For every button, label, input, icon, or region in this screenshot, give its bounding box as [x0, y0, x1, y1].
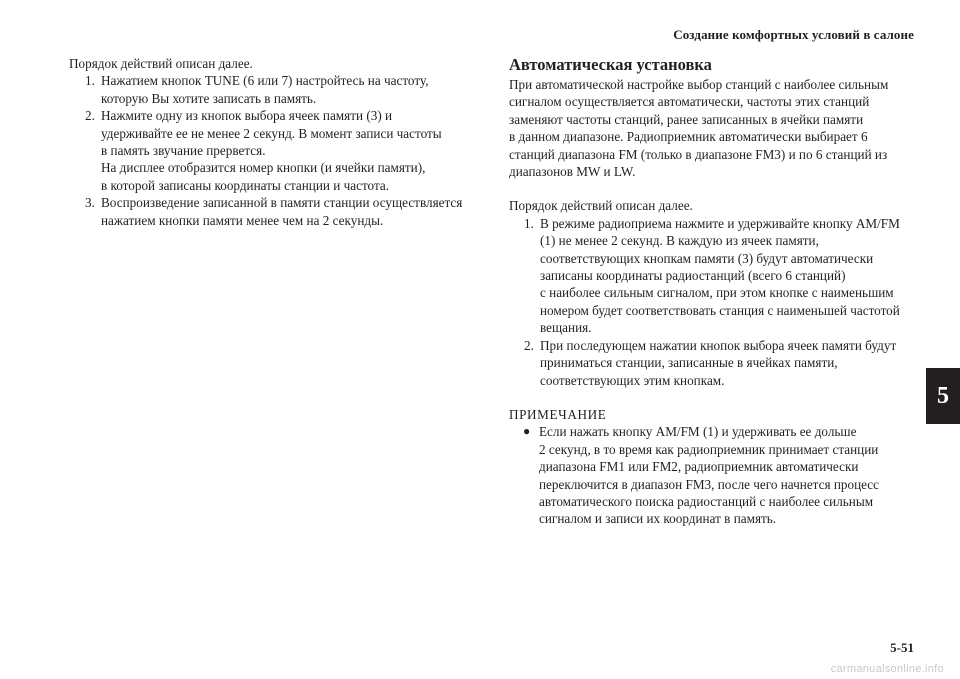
- note-line: Если нажать кнопку AM/FM (1) и удерживать ее дольше: [539, 424, 857, 440]
- left-column: [69, 55, 484, 229]
- step-1: [69, 72, 484, 107]
- step-2: [509, 337, 924, 389]
- paragraph-line: диапазонов MW и LW.: [509, 164, 636, 180]
- note-line: автоматического поиска радиостанций с наиболее сильным: [539, 493, 874, 509]
- step-number: 3.: [85, 195, 95, 211]
- procedure-intro: Порядок действий описан далее.: [509, 198, 693, 214]
- right-column: [509, 55, 924, 528]
- step-line: соответствующих кнопкам памяти (3) будут автоматически: [540, 250, 874, 266]
- spacer: [509, 180, 924, 197]
- step-line: в память звучание прервется.: [101, 143, 266, 159]
- paragraph-line: в данном диапазоне. Радиоприемник автоматически выбирает 6: [509, 129, 868, 145]
- note-line: сигналом и записи их координат в память.: [539, 511, 777, 527]
- step-line: вещания.: [540, 320, 592, 336]
- step-3: [69, 194, 484, 229]
- watermark: carmanualsonline.info: [830, 663, 944, 675]
- step-number: 2.: [524, 337, 534, 353]
- step-number: 1.: [85, 73, 95, 89]
- step-line: нажатием кнопки памяти менее чем на 2 секунды.: [101, 212, 384, 228]
- running-header: Создание комфортных условий в салоне: [673, 27, 914, 42]
- spacer: [509, 389, 924, 406]
- step-2: [69, 107, 484, 194]
- note-item: [509, 423, 924, 527]
- step-1: [509, 215, 924, 337]
- step-line: (1) не менее 2 секунд. В каждую из ячеек памяти,: [540, 233, 819, 249]
- section-paragraph: [509, 76, 924, 180]
- paragraph-line: сигналом осуществляется автоматически, частоты этих станций: [509, 94, 870, 110]
- note-heading: ПРИМЕЧАНИЕ: [509, 406, 607, 422]
- paragraph-line: заменяют частоты станций, ранее записанных в ячейки памяти: [509, 111, 864, 127]
- step-line: в которой записаны координаты станции и частота.: [101, 177, 390, 193]
- step-line: Нажатием кнопок TUNE (6 или 7) настройтесь на частоту,: [101, 73, 429, 89]
- step-line: При последующем нажатии кнопок выбора ячеек памяти будут: [540, 337, 897, 353]
- step-line: соответствующих этим кнопкам.: [540, 372, 725, 388]
- step-line: В режиме радиоприема нажмите и удерживайте кнопку AM/FM: [540, 215, 900, 231]
- bullet-icon: ●: [523, 424, 531, 439]
- step-line: записаны координаты радиостанций (всего 6 станций): [540, 268, 846, 284]
- page-number: 5-51: [890, 640, 914, 655]
- step-line: номером будет соответствовать станция с наименьшей частотой: [540, 302, 900, 318]
- step-line: которую Вы хотите записать в память.: [101, 90, 317, 106]
- step-line: с наиболее сильным сигналом, при этом кнопке с наименьшим: [540, 285, 894, 301]
- procedure-steps: [69, 72, 484, 229]
- chapter-number: 5: [937, 382, 949, 409]
- procedure-intro: Порядок действий описан далее.: [69, 56, 253, 71]
- step-number: 2.: [85, 108, 95, 124]
- chapter-tab: [926, 368, 960, 424]
- section-title: Автоматическая установка: [509, 55, 712, 74]
- note-line: диапазона FM1 или FM2, радиоприемник автоматически: [539, 459, 859, 475]
- step-line: На дисплее отобразится номер кнопки (и ячейки памяти),: [101, 160, 426, 176]
- note-line: 2 секунд, в то время как радиоприемник принимает станции: [539, 441, 879, 457]
- step-line: удерживайте ее не менее 2 секунд. В момент записи частоты: [101, 125, 442, 141]
- step-line: Нажмите одну из кнопок выбора ячеек памяти (3) и: [101, 108, 393, 124]
- paragraph-line: При автоматической настройке выбор станций с наиболее сильным: [509, 77, 889, 92]
- procedure-steps: [509, 215, 924, 389]
- step-line: Воспроизведение записанной в памяти станции осуществляется: [101, 195, 463, 211]
- step-number: 1.: [524, 215, 534, 231]
- note-line: переключится в диапазон FM3, после чего начнется процесс: [539, 476, 880, 492]
- step-line: приниматься станции, записанные в ячейках памяти,: [540, 355, 838, 371]
- paragraph-line: станций диапазона FM (только в диапазоне FM3) и по 6 станций из: [509, 146, 888, 162]
